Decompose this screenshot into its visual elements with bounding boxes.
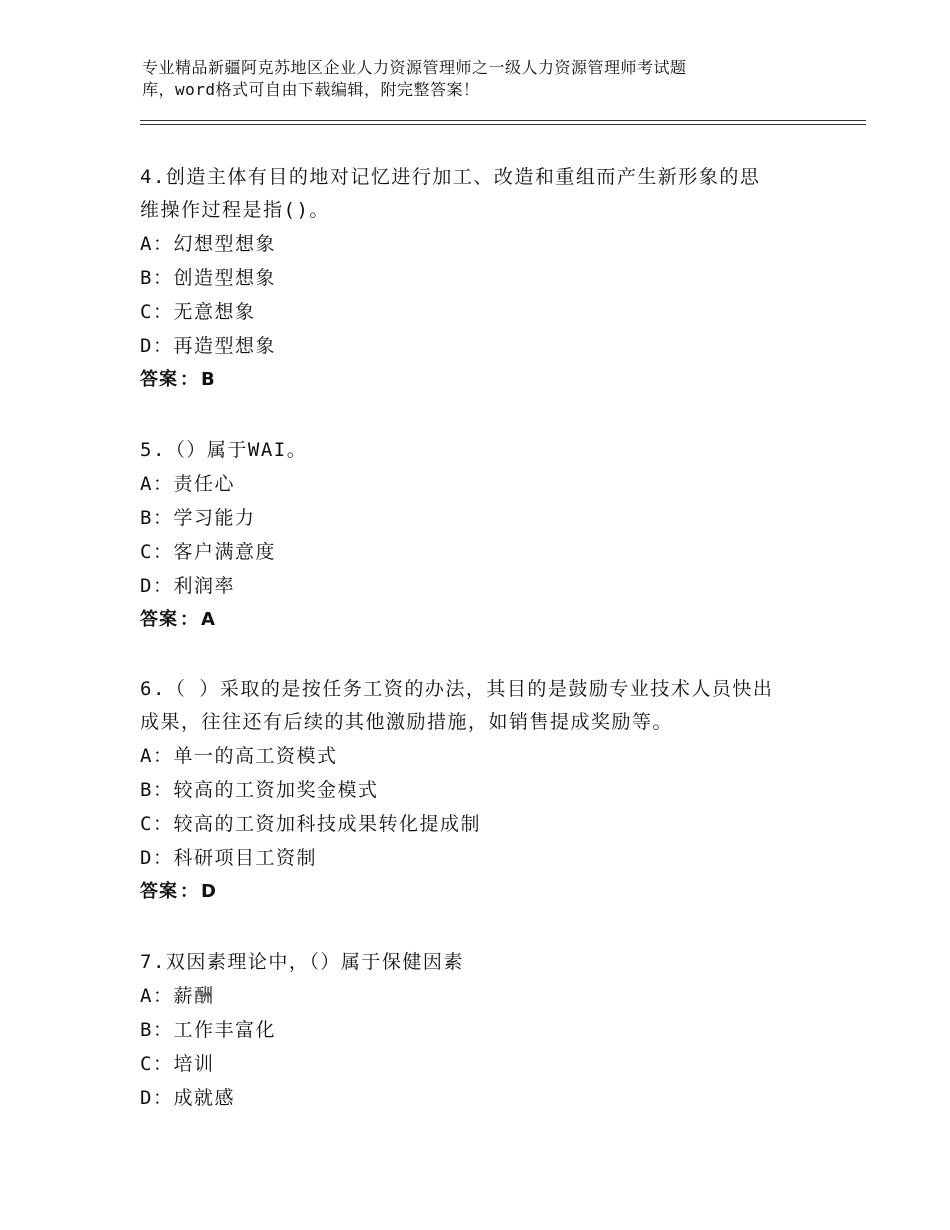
- header-line: 库，word格式可自由下载编辑，附完整答案！: [142, 80, 480, 99]
- option-c: C：客户满意度: [140, 541, 276, 563]
- question-block: [140, 946, 820, 1115]
- header-divider: [140, 120, 866, 121]
- answer-value: A: [201, 609, 216, 630]
- question-block: [140, 161, 820, 397]
- question-block: [140, 673, 820, 909]
- document-header: [142, 57, 782, 101]
- option-a: A：责任心: [140, 473, 235, 495]
- header-line: 专业精品新疆阿克苏地区企业人力资源管理师之一级人力资源管理师考试题: [142, 58, 687, 77]
- header-divider: [140, 124, 866, 125]
- option-d: D：成就感: [140, 1087, 235, 1109]
- question-stem: 6.（ ）采取的是按任务工资的办法，其目的是鼓励专业技术人员快出: [140, 678, 774, 700]
- question-stem: 5.（）属于WAI。: [140, 439, 308, 461]
- answer-colon: ：: [180, 881, 199, 902]
- option-c: C：培训: [140, 1053, 215, 1075]
- answer-colon: ：: [180, 369, 199, 390]
- question-stem: 7.双因素理论中，（）属于保健因素: [140, 951, 464, 973]
- option-b: B：创造型想象: [140, 267, 276, 289]
- option-a: A：薪酬: [140, 985, 215, 1007]
- option-d: D：再造型想象: [140, 335, 276, 357]
- question-block: [140, 434, 820, 637]
- option-a: A：幻想型想象: [140, 233, 276, 255]
- option-b: B：学习能力: [140, 507, 256, 529]
- question-stem: 4.创造主体有目的地对记忆进行加工、改造和重组而产生新形象的思: [140, 166, 761, 188]
- question-stem: 维操作过程是指()。: [140, 199, 330, 221]
- option-d: D：科研项目工资制: [140, 847, 317, 869]
- option-d: D：利润率: [140, 575, 235, 597]
- question-stem: 成果，往往还有后续的其他激励措施，如销售提成奖励等。: [140, 711, 674, 733]
- answer-line: [140, 603, 820, 637]
- answer-colon: ：: [180, 609, 199, 630]
- answer-value: B: [201, 369, 216, 390]
- answer-line: [140, 875, 820, 909]
- option-c: C：较高的工资加科技成果转化提成制: [140, 813, 481, 835]
- answer-line: [140, 363, 820, 397]
- answer-label: 答案: [140, 609, 178, 630]
- answer-label: 答案: [140, 881, 178, 902]
- option-b: B：较高的工资加奖金模式: [140, 779, 379, 801]
- answer-value: D: [201, 881, 217, 902]
- option-c: C：无意想象: [140, 301, 256, 323]
- option-a: A：单一的高工资模式: [140, 745, 338, 767]
- answer-label: 答案: [140, 369, 178, 390]
- option-b: B：工作丰富化: [140, 1019, 276, 1041]
